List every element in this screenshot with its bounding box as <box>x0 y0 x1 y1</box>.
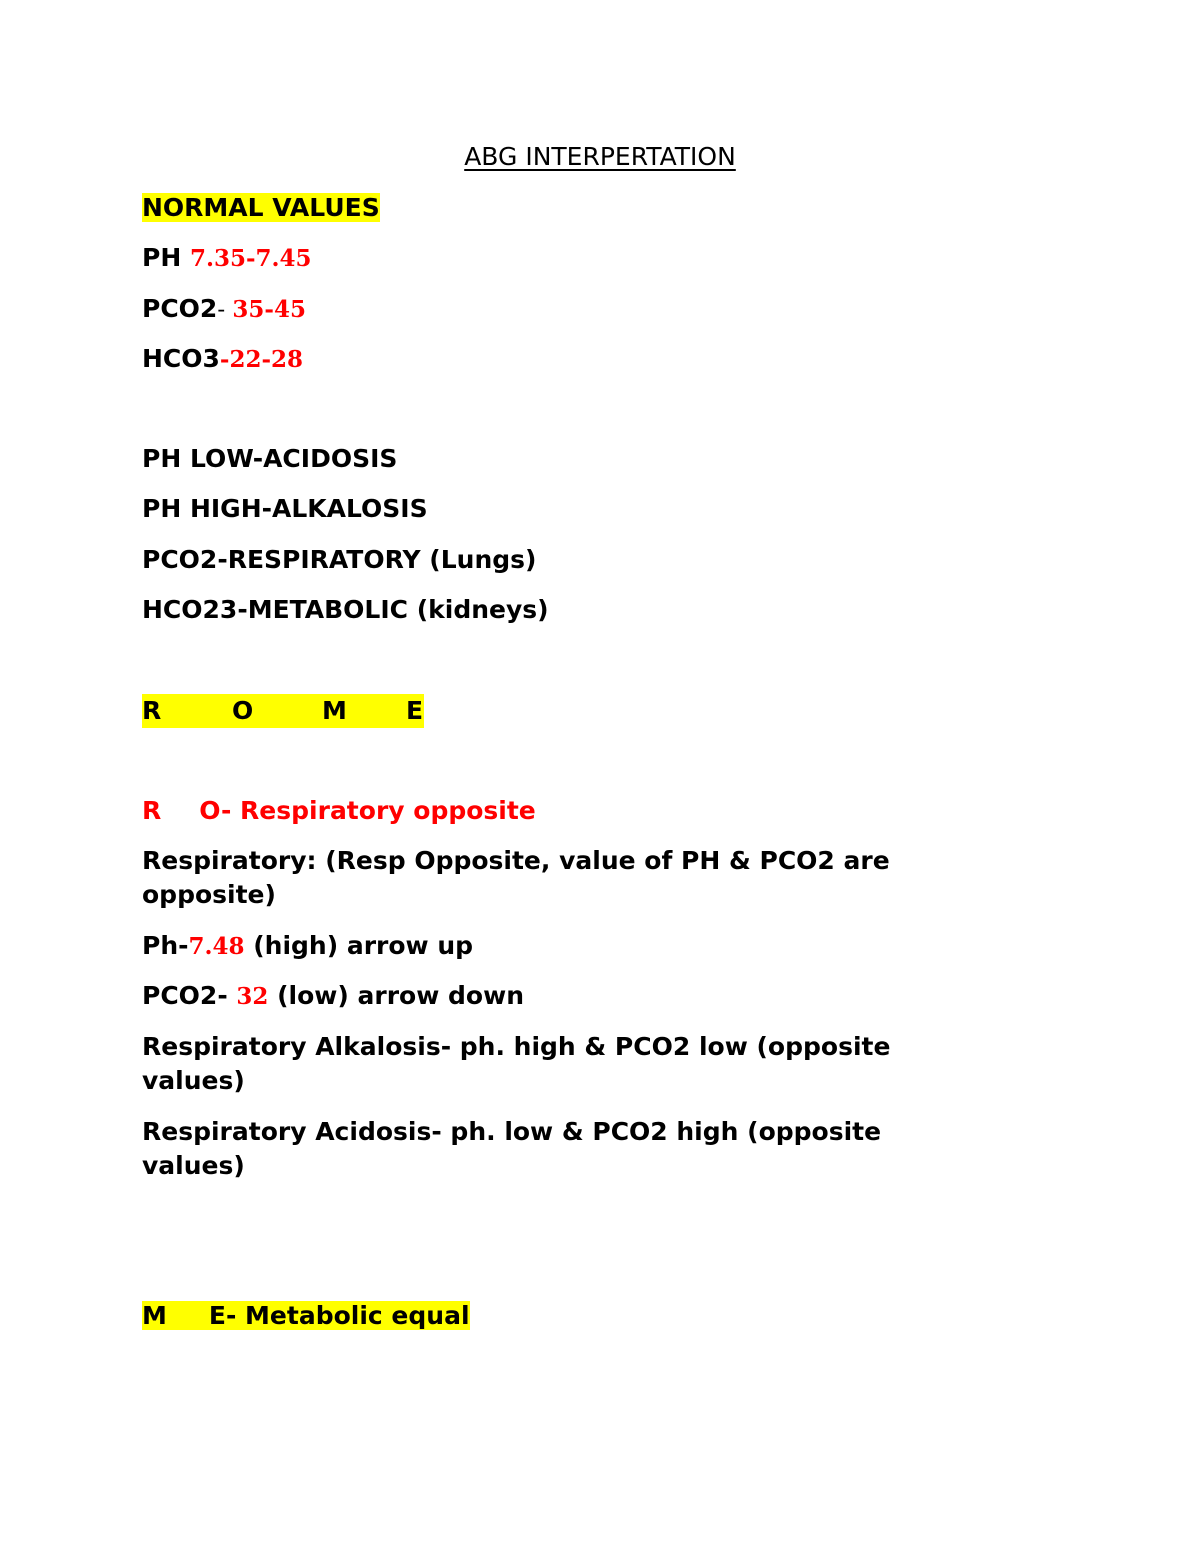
me-heading <box>142 1299 470 1333</box>
rome-mnemonic <box>142 694 424 728</box>
ro-pco2-value: 32 <box>236 983 269 1010</box>
rule-pco2: PCO2-RESPIRATORY (Lungs) <box>142 545 537 574</box>
normal-pco2-dash: - <box>217 297 233 323</box>
ro-heading-text: O- Respiratory opposite <box>199 796 536 825</box>
rome-m: M <box>322 696 347 725</box>
normal-values-heading: NORMAL VALUES <box>142 193 380 222</box>
ro-ph-suffix: (high) arrow up <box>244 931 474 960</box>
rule-ph-high: PH HIGH-ALKALOSIS <box>142 494 428 523</box>
normal-pco2-label: PCO2 <box>142 294 218 323</box>
ro-pco2-line <box>142 979 524 1014</box>
rule-hco3: HCO23-METABOLIC (kidneys) <box>142 595 549 624</box>
ro-heading <box>142 794 536 828</box>
me-heading-text: E- Metabolic equal <box>208 1301 470 1330</box>
ro-acidosis: Respiratory Acidosis- ph. low & PCO2 high (opposite values) <box>142 1117 882 1180</box>
ro-pco2-suffix: (low) arrow down <box>268 981 524 1010</box>
ro-alkalosis: Respiratory Alkalosis- ph. high & PCO2 low (opposite values) <box>142 1032 891 1095</box>
rome-e: E <box>406 696 424 725</box>
me-heading-m: M <box>142 1301 167 1330</box>
normal-ph-label: PH <box>142 243 190 272</box>
ro-intro: Respiratory: (Resp Opposite, value of PH & PCO2 are opposite) <box>142 846 890 909</box>
normal-ph-value: 7.35-7.45 <box>189 245 312 272</box>
normal-ph-line <box>142 241 312 276</box>
normal-pco2-line <box>142 292 306 327</box>
document-title <box>0 140 1200 174</box>
ro-pco2-prefix: PCO2- <box>142 981 237 1010</box>
ro-ph-line <box>142 929 473 964</box>
ro-ph-value: 7.48 <box>188 933 245 960</box>
normal-hco3-line <box>142 342 303 377</box>
normal-hco3-label: HCO3 <box>142 344 220 373</box>
ro-heading-r: R <box>142 796 162 825</box>
normal-pco2-value: 35-45 <box>232 296 306 323</box>
normal-hco3-value: -22-28 <box>219 346 304 373</box>
rome-o: O <box>232 696 254 725</box>
rule-ph-low: PH LOW-ACIDOSIS <box>142 444 398 473</box>
rome-r: R <box>142 696 162 725</box>
ro-ph-prefix: Ph- <box>142 931 189 960</box>
title-text: ABG INTERPERTATION <box>464 142 736 171</box>
